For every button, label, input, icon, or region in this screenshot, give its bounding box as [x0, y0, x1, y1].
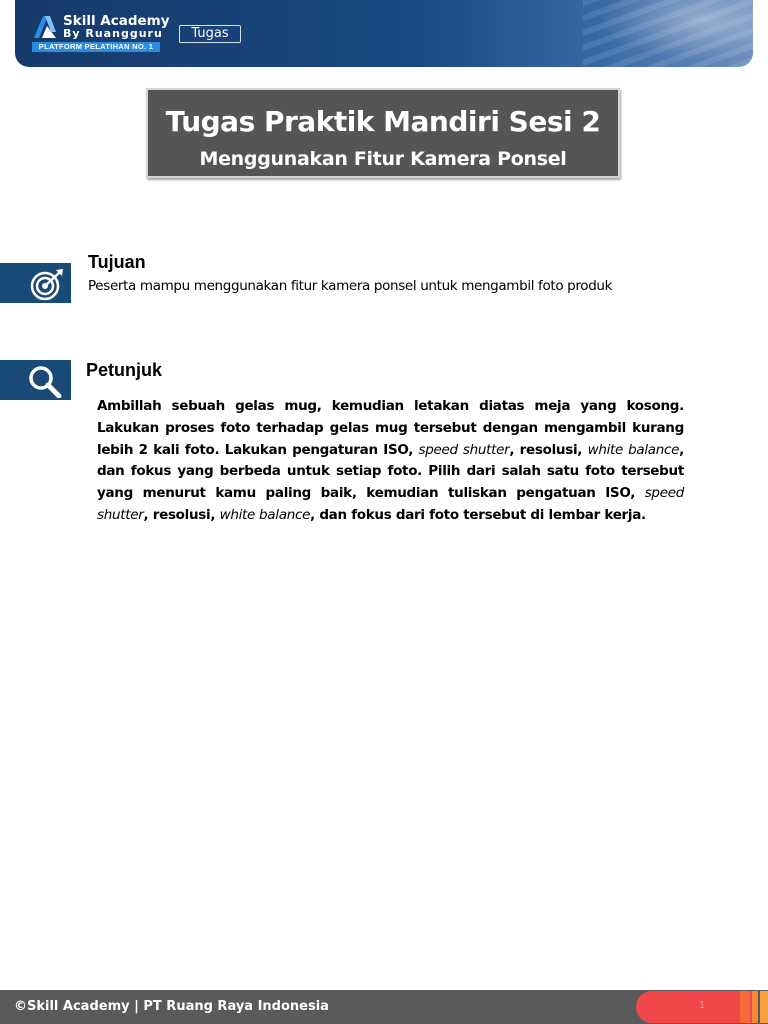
brand-subtitle: By Ruangguru [63, 27, 163, 40]
skill-academy-logo-icon [32, 14, 58, 40]
instruction-emphasis: white balance [587, 441, 680, 458]
footer-stripe [760, 991, 768, 1023]
page-subtitle: Menggunakan Fitur Kamera Ponsel [199, 148, 567, 170]
page-number: 1 [699, 1000, 705, 1011]
tugas-badge: Tugas [179, 25, 241, 43]
footer-stripe [740, 991, 750, 1023]
brand-name: Skill Academy [63, 13, 170, 29]
petunjuk-icon-tab [0, 360, 71, 400]
tujuan-text: Peserta mampu menggunakan fitur kamera ponsel untuk mengambil foto produk [88, 278, 613, 294]
footer-stripe [752, 991, 758, 1023]
brand-tagline: PLATFORM PELATIHAN NO. 1 [32, 42, 160, 52]
header-decoration [583, 0, 753, 67]
header-banner [15, 0, 753, 67]
footer-copyright: ©Skill Academy | PT Ruang Raya Indonesia [14, 999, 329, 1014]
instruction-emphasis: speed shutter [97, 485, 684, 523]
instruction-text: , dan fokus yang berbeda untuk setiap foto. Pilih dari salah satu foto tersebut yang menurut kamu paling baik, kemudian tuliskan pengatuan ISO, [97, 441, 684, 502]
title-box [146, 88, 620, 178]
instruction-text: , resolusi, [143, 506, 220, 523]
target-icon [26, 267, 66, 301]
instruction-emphasis: speed shutter [418, 441, 510, 458]
tujuan-icon-tab [0, 263, 71, 303]
footer [0, 990, 768, 1024]
petunjuk-heading: Petunjuk [86, 360, 163, 380]
instruction-text: , resolusi, [509, 441, 588, 458]
instruction-text: Ambillah sebuah gelas mug, kemudian letakan diatas meja yang kosong. Lakukan proses foto terhadap gelas mug tersebut dengan mengambil kurang lebih 2 kali foto. Lakukan pengaturan ISO, [97, 398, 684, 458]
instruction-emphasis: white balance [219, 506, 311, 523]
instruction-text: , dan fokus dari foto tersebut di lembar kerja. [310, 506, 646, 523]
search-icon [26, 364, 66, 398]
tujuan-heading: Tujuan [88, 252, 146, 272]
petunjuk-instructions [97, 396, 684, 527]
page-title: Tugas Praktik Mandiri Sesi 2 [165, 105, 601, 138]
